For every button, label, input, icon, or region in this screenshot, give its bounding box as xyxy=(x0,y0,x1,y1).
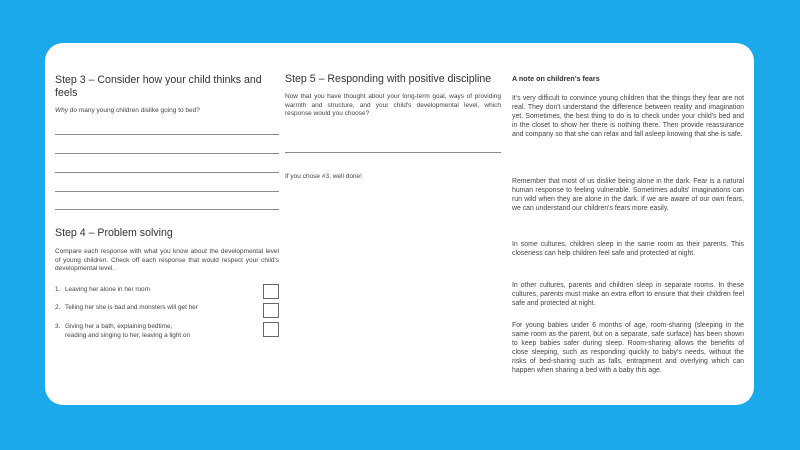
note-paragraph-1: It's very difficult to convince young children that the things they fear are not real. They don't understand the difference between reality and imagination yet. Sometimes, the best thing to do is to check under your child's bed and in the closet to show her there is nothing there. Then provide reassurance and company so that she can relax and fall asleep knowing that she is safe. xyxy=(512,95,744,139)
worksheet-card xyxy=(45,43,754,405)
option-2-number: 2. xyxy=(55,304,61,311)
option-1-number: 1. xyxy=(55,286,61,293)
answer-line-2[interactable] xyxy=(55,153,279,154)
note-title: A note on children's fears xyxy=(512,74,600,83)
step3-question-rest: do many young children dislike going to bed? xyxy=(68,107,200,114)
answer-line-4[interactable] xyxy=(55,191,279,192)
option-1-checkbox[interactable] xyxy=(263,284,279,299)
option-3-text: Giving her a bath, explaining bedtime, xyxy=(65,323,173,330)
answer-line-5[interactable] xyxy=(55,209,279,210)
step5-feedback: If you chose #3, well done! xyxy=(285,173,362,180)
option-2-checkbox[interactable] xyxy=(263,303,279,318)
step5-question: Now that you have thought about your long-term goal, ways of providing warmth and structure, and your child's developmental level, which response would you choose? xyxy=(285,93,501,117)
option-3-text-2: reading and singing to her, leaving a light on xyxy=(65,332,191,339)
note-paragraph-4: In other cultures, parents and children sleep in separate rooms. In these cultures, parents must make an extra effort to ensure that their children feel safe and protected at night. xyxy=(512,282,744,308)
answer-line-3[interactable] xyxy=(55,172,279,173)
answer-line-1[interactable] xyxy=(55,134,279,135)
note-paragraph-2: Remember that most of us dislike being alone in the dark. Fear is a natural human response to feeling vulnerable. Sometimes adults' imaginations can run wild when they are alone in the dark. If we are aware of our own fears, we can understand our children's fears more easily. xyxy=(512,178,744,213)
option-3-checkbox[interactable] xyxy=(263,322,279,337)
step4-title: Step 4 – Problem solving xyxy=(55,227,173,239)
option-2-text: Telling her she is bad and monsters will get her xyxy=(65,304,198,311)
option-1-text: Leaving her alone in her room xyxy=(65,286,150,293)
note-paragraph-5: For young babies under 6 months of age, room-sharing (sleeping in the same room as the parent, but on a separate, safe surface) has been shown to keep babies safer during sleep. Room-sharing allows the benefits of close sleeping, such as responding quickly to baby's needs, without the risks of bed-sharing such as falls, entrapment and overlying which can happen when sharing a bed with a baby this age. xyxy=(512,322,744,375)
note-paragraph-3: In some cultures, children sleep in the same room as their parents. This closeness can help children feel safe and protected at night. xyxy=(512,241,744,258)
step4-intro: Compare each response with what you know about the developmental level of young children. Check off each response that would respect your child's developmental level. xyxy=(55,248,279,272)
step3-question xyxy=(55,107,279,116)
step3-question-em: Why xyxy=(55,107,68,114)
step3-title: Step 3 – Consider how your child thinks and feels xyxy=(55,74,262,99)
step5-title: Step 5 – Responding with positive discipline xyxy=(285,73,492,85)
step5-answer-line[interactable] xyxy=(285,152,501,153)
option-3-number: 3. xyxy=(55,323,61,330)
